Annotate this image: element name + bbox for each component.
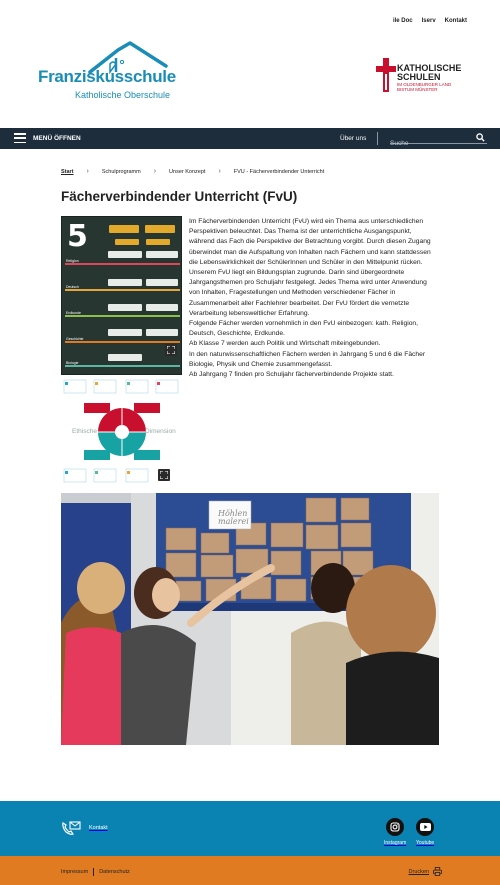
instagram-label: Instagram bbox=[384, 840, 407, 846]
plan-card bbox=[108, 304, 142, 311]
school-logo-subtitle: Katholische Oberschule bbox=[75, 90, 171, 100]
content-text bbox=[189, 217, 439, 380]
cross-icon bbox=[376, 58, 396, 92]
paragraph: Im Fächerverbindenden Unterricht (FvU) wird ein Thema aus unterschiedlichen Perspektiven beleuchtet. Das Thema ist der unterrichtliche Ausgangspunkt, während das Fach die Perspektive der Betrachtung vorgibt. Durch diesen Zugang überwindet man die Aufspaltung von Inhalten nach Fächern und kann stattdessen die Lebenswirklichkeit der SchülerInnen und Schüler in den Mittelpunkt rücken. bbox=[189, 218, 431, 266]
printer-icon bbox=[433, 867, 442, 876]
breadcrumb-unser-konzept[interactable]: Unser Konzept bbox=[169, 168, 206, 175]
breadcrumb-current: FVU - Fächerverbindender Unterricht bbox=[233, 168, 325, 175]
footer-bottom bbox=[0, 856, 500, 885]
expand-icon[interactable] bbox=[158, 469, 170, 481]
nav-link-ueber-uns[interactable]: Über uns bbox=[340, 135, 367, 142]
plan-card bbox=[146, 329, 178, 336]
chevron-right-icon: › bbox=[86, 168, 89, 175]
paragraph: Ab Jahrgang 7 finden pro Schuljahr fächerverbindende Projekte statt. bbox=[189, 371, 394, 379]
expand-icon[interactable] bbox=[165, 344, 177, 356]
plan-card bbox=[108, 251, 142, 258]
plan-tab bbox=[109, 225, 139, 233]
paragraph: In den naturwissenschaftlichen Fächern werden in Jahrgang 5 und 6 die Fächer Biologie, Physik und Chemie zusammengefasst. bbox=[189, 350, 426, 368]
print-label: Drucken bbox=[408, 868, 429, 875]
plan-tab bbox=[115, 239, 139, 245]
impressum-link[interactable]: Impressum bbox=[61, 869, 89, 875]
menu-open-label: MENÜ ÖFFNEN bbox=[33, 134, 81, 142]
footer-main bbox=[0, 801, 500, 856]
plan-row-line bbox=[65, 341, 180, 343]
page-title: Fächerverbindender Unterricht (FvU) bbox=[61, 189, 298, 204]
plan-card bbox=[146, 251, 178, 258]
topnav-link-kontakt[interactable]: Kontakt bbox=[444, 18, 467, 24]
grade-number: 5 bbox=[67, 219, 88, 254]
breadcrumb bbox=[61, 168, 324, 175]
footer-divider bbox=[93, 868, 94, 876]
plan-row-line bbox=[65, 263, 180, 265]
ks-logo-subtitle: IM OLDENBURGER LAND BISTUM MÜNSTER bbox=[397, 82, 452, 92]
youtube-icon bbox=[416, 818, 434, 836]
katholische-schulen-logo[interactable] bbox=[376, 58, 466, 94]
plan-card bbox=[108, 279, 142, 286]
instagram-link[interactable] bbox=[384, 818, 406, 846]
chevron-right-icon: › bbox=[218, 168, 221, 175]
footer-contact-link[interactable] bbox=[61, 820, 108, 836]
youtube-label: Youtube bbox=[416, 840, 435, 846]
hamburger-icon bbox=[14, 133, 26, 143]
plan-row-label: Deutsch bbox=[66, 285, 79, 289]
plan-tab bbox=[146, 239, 170, 245]
topnav-link-doc[interactable]: ile Doc bbox=[392, 18, 413, 24]
paragraph: Folgende Fächer werden vornehmlich in den FvU einbezogen: kath. Religion, Deutsch, Geschichte, Erdkunde. bbox=[189, 320, 418, 338]
youtube-link[interactable] bbox=[416, 818, 434, 846]
navbar-divider bbox=[377, 132, 378, 145]
school-logo[interactable] bbox=[38, 40, 178, 102]
photo-sign-text: Höhlen malerei bbox=[218, 509, 249, 526]
ks-logo-title: KATHOLISCHE SCHULEN bbox=[397, 63, 462, 82]
plan-row-label: Geschichte bbox=[66, 337, 84, 341]
footer-legal-links bbox=[61, 868, 130, 876]
plan-card bbox=[146, 304, 178, 311]
breadcrumb-schulprogramm[interactable]: Schulprogramm bbox=[101, 168, 141, 175]
plan-row-label: Religion bbox=[66, 259, 79, 263]
breadcrumb-start[interactable]: Start bbox=[61, 168, 74, 175]
plan-row-label: Erdkunde bbox=[66, 311, 81, 315]
search-input[interactable] bbox=[390, 138, 470, 149]
menu-open-button[interactable] bbox=[14, 133, 81, 143]
instagram-icon bbox=[386, 818, 404, 836]
search-box bbox=[390, 132, 487, 144]
plan-tab bbox=[145, 225, 175, 233]
paragraph: Unserem FvU liegt ein Bildungsplan zugrunde. Darin sind übergeordnete Jahrgangsthemen pro Schuljahr festgelegt. Jedes Thema wird unter Anwendung von Inhalten, Fragestellungen und Methoden verschiedener Fächer in Zusammenarbeit aller Fachlehrer bearbeitet. Der FvU fördert die vernetzte Verarbeitung lebensweltlicher Erfahrung. bbox=[189, 269, 427, 317]
plan-card bbox=[146, 279, 178, 286]
chevron-right-icon: › bbox=[153, 168, 157, 175]
classroom-photo-illustration bbox=[61, 493, 439, 745]
plan-row-line bbox=[65, 289, 180, 291]
grade-plan-image[interactable] bbox=[61, 216, 182, 375]
topnav-link-iserv[interactable]: Iserv bbox=[421, 18, 436, 24]
plan-row-line bbox=[65, 315, 180, 317]
datenschutz-link[interactable]: Datenschutz bbox=[99, 869, 130, 875]
search-icon[interactable] bbox=[476, 133, 485, 142]
plan-card bbox=[108, 354, 142, 361]
plan-card bbox=[108, 329, 142, 336]
paragraph: Ab Klasse 7 werden auch Politik und Wirtschaft miteingebunden. bbox=[189, 340, 381, 348]
plan-row-line bbox=[65, 365, 180, 367]
classroom-photo bbox=[61, 493, 439, 745]
plan-row-label: Biologie bbox=[66, 361, 79, 365]
contact-icon bbox=[61, 820, 81, 836]
print-button[interactable] bbox=[409, 867, 442, 876]
diagram-label-left: Ethische bbox=[72, 428, 97, 435]
footer-contact-label: Kontakt bbox=[89, 825, 108, 831]
top-navigation bbox=[393, 18, 467, 24]
school-logo-name: Franziskusschule bbox=[38, 67, 176, 86]
diagram-label-right: Dimension bbox=[145, 428, 176, 435]
main-navbar bbox=[0, 128, 500, 149]
